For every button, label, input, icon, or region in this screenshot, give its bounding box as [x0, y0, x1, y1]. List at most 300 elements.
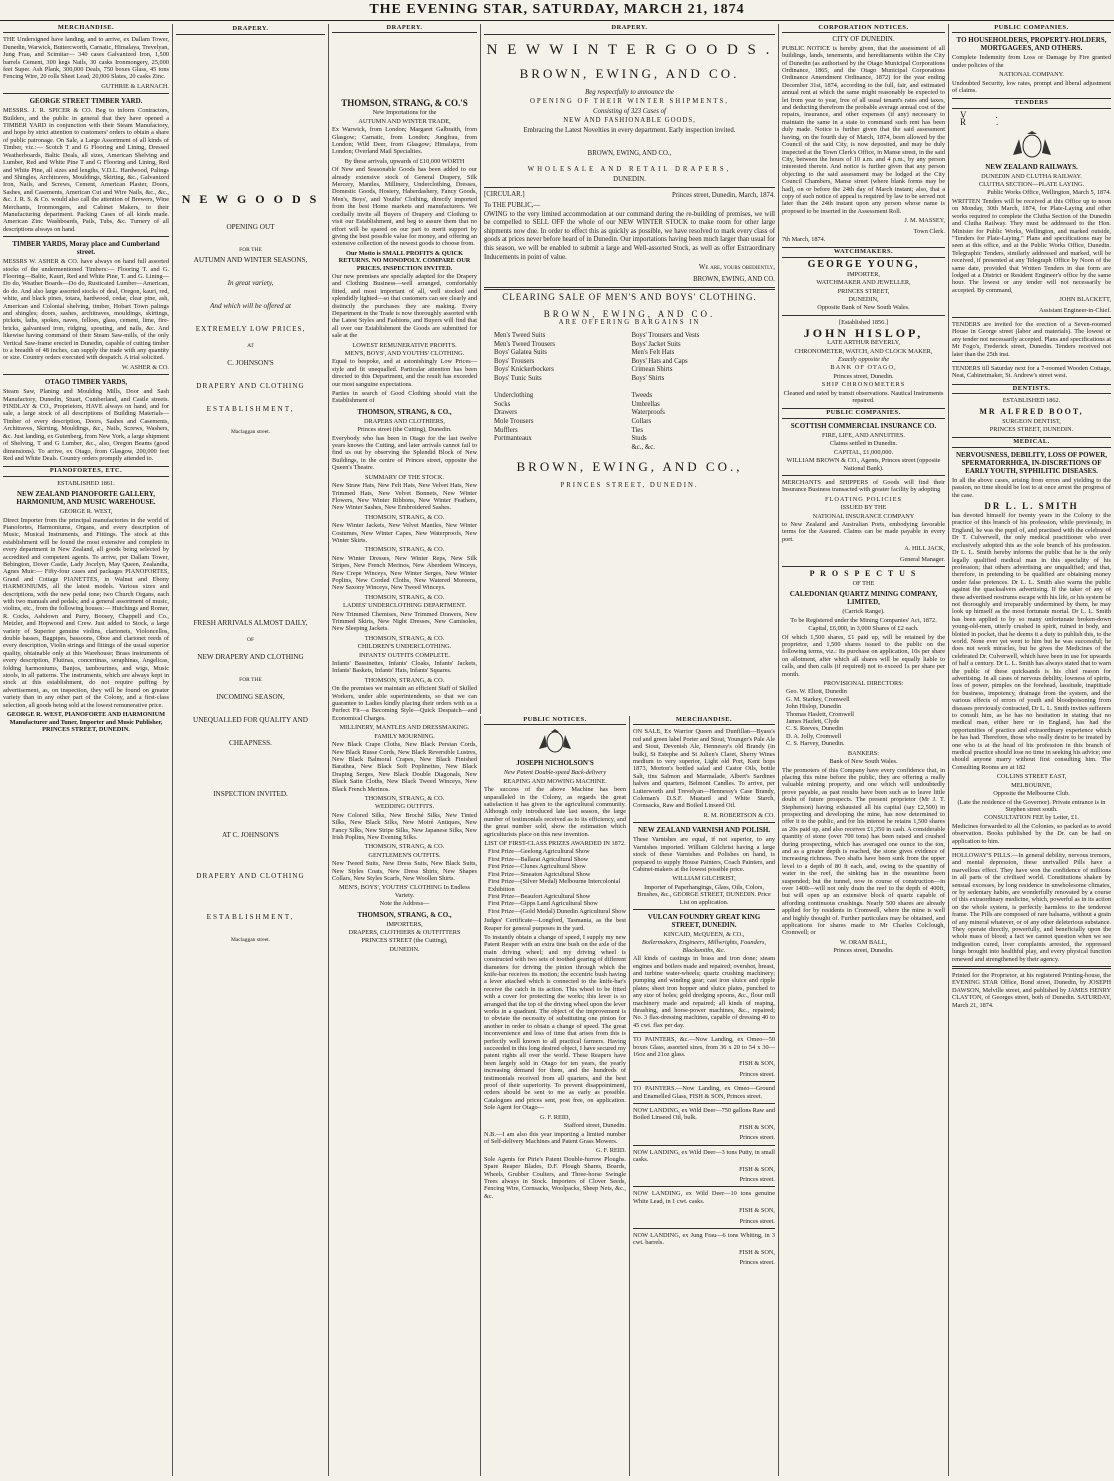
prize-list — [488, 848, 626, 915]
ad-asher-signature: W. ASHER & CO. — [121, 363, 169, 371]
nicholson-agent-address: Stafford street, Dunedin. — [563, 1122, 626, 1130]
hislop-line: Cleaned and rated by transit observations. Nautical Instruments repaired. — [783, 389, 944, 405]
young-line: Opposite Bank of New South Wales. — [817, 304, 910, 312]
thomson-heading: INFANTS' OUTFITS COMPLETE. — [358, 651, 451, 659]
brown-ewing-line: Embracing the Latest Novelties in every department. Early inspection invited. — [523, 126, 736, 134]
thomson-stock: Infants' Bassinettes, Infants' Cloaks, Infants' Jackets, Infants' Baskets, Infants' Hats, Infants' Squares. — [332, 660, 477, 675]
prize-item: First Prize—(Gold Medal) Dunedin Agricultural Show — [488, 907, 626, 915]
bargain-item: Collars — [631, 418, 652, 425]
national-text: to New Zealand and Australian Ports, embodying favorable terms for the Assured. Claims can be made payable in every port. — [782, 520, 945, 543]
ad-guthrie-signature: GUTHRIE & LARNACH. — [101, 82, 169, 90]
vr-text: V. R. — [960, 109, 1029, 128]
johnson-line: FRESH ARRIVALS ALMOST DAILY, — [193, 619, 308, 627]
prospectus-bankers-heading: BANKERS: — [847, 749, 880, 757]
bargain-item: Crimean Shirts — [631, 366, 673, 374]
ad-fish-signature: FISH & SON, — [739, 1060, 775, 1068]
national-household-company: NATIONAL COMPANY. — [999, 71, 1064, 79]
scottish-title: SCOTTISH COMMERCIAL INSURANCE CO. — [790, 421, 937, 430]
section-heading: MEDICAL. — [952, 437, 1111, 447]
bargain-item: Men's Tweed Trousers — [494, 340, 556, 348]
director-item: C. S. Harvey, Dunedin. — [786, 740, 845, 748]
johnson-line: In great variety, — [227, 279, 274, 287]
johnson-line: C. JOHNSON'S — [227, 359, 274, 367]
hislop-established: [Established 1856.] — [839, 318, 888, 326]
brown-ewing-line: PRINCES STREET, DUNEDIN. — [560, 482, 699, 490]
brown-ewing-to: To THE PUBLIC,— — [484, 201, 541, 209]
thomson-heading: GENTLEMEN'S OUTFITS. — [368, 851, 441, 859]
johnson-line: INSPECTION INVITED. — [213, 790, 288, 798]
nicholson-body: The success of the above Machine has been unparalleled in the Colony, as regards the great satisfaction it has given to the agricultural community. Although only introduced late last season, the large number of testimonials received as to its efficiency, and the great number sold, show the estimation which agriculturists place on this new invention. — [484, 786, 626, 838]
medical-title: NERVOUSNESS, DEBILITY, LOSS OF POWER, SPERMATORRHŒA, IN-DISCRETIONS OF EARLY YOUTH, SYPHILITIC DISEASES. — [956, 450, 1107, 475]
brown-ewing-line: BROWN, EWING, AND CO., — [587, 149, 672, 157]
prize-item: First Prize—(Silver Medal) Melbourne Intercolonial Exhibition — [488, 878, 621, 893]
brown-ewing-line: DUNEDIN. — [613, 175, 646, 183]
thomson-line: DUNEDIN. — [389, 945, 420, 953]
prospectus-text: Of which 1,500 shares, £1 paid up, will be retained by the proprietor, and 1,500 shares issued to the public on the following terms, viz.: Its purchase on application, 10s per share on allotment, after which all shares will be equally liable to calls, and then calls (if required) not to exceed 1s per share per month. — [782, 633, 945, 678]
imprint: Printed for the Proprietor, at his registered Printing-house, the EVENING STAR Office, Bond street, Dunedin, by JOSEPH DAWSON, Melville street, and published by JAMES HENRY CLAYTON, of Georges street, both of Dunedin. SATURDAY, March 21, 1874. — [952, 972, 1111, 1009]
bargain-item: Mufflers — [494, 426, 518, 434]
bargain-item: Waterproofs — [631, 409, 665, 417]
bargain-item: Ties — [631, 426, 643, 434]
corp-date: 7th March, 1874. — [782, 235, 826, 243]
johnson-line: FOR THE — [239, 247, 262, 253]
scottish-line: FIRE, LIFE, AND ANNUITIES. — [822, 431, 905, 439]
section-heading: PIANOFORTES, ETC. — [3, 466, 169, 476]
directors-list — [786, 688, 945, 747]
scottish-line: Claims settled in Dunedin. — [829, 440, 898, 448]
railway-line: CLUTHA SECTION—PLATE LAYING. — [978, 181, 1085, 189]
bargain-item: Underclothing — [494, 392, 534, 400]
thomson-ships: Ex Warwick, from London; Margaret Galbraith, from Glasgow; Carnatic, from London; Jungfrau, from London; Wild Deer, from Glasgow; Himalaya, from London; Overland Mail Specialties. — [332, 126, 477, 156]
national-signature: A. HILL JACK, — [904, 545, 945, 553]
hislop-line: BANK OF OTAGO, — [830, 364, 897, 372]
ad-fish-text: NOW LANDING, ex Jung Frau—6 tons Whiting, in 3 cwt. barrels. — [633, 1231, 775, 1247]
dentist-line: PRINCES STREET, DUNEDIN. — [989, 426, 1074, 434]
national-text: MERCHANTS and SHIPPERS of Goods will find their Insurance Business transacted with greater facility by adopting — [782, 478, 945, 494]
ad-fish-signature: FISH & SON, — [739, 1248, 775, 1256]
prize-item: First Prize—Clunes Agricultural Show — [488, 863, 586, 871]
brown-ewing-line: Consisting of 323 Cases of — [593, 107, 666, 115]
railway-line: DUNEDIN AND CLUTHA RAILWAY. — [981, 172, 1082, 180]
national-household-text: Undoubted Security, low rates, prompt and liberal adjustment of claims. — [952, 79, 1111, 95]
section-heading: MERCHANDISE. — [633, 716, 775, 725]
hislop-line: SHIP CHRONOMETERS — [821, 381, 906, 389]
bargain-item — [494, 384, 628, 393]
national-signature-title: General Manager. — [899, 555, 945, 563]
medical-address: MELBOURNE, — [1011, 781, 1052, 789]
ad-fish-address: Princes street. — [739, 1259, 775, 1267]
railway-title: NEW ZEALAND RAILWAYS. — [985, 162, 1078, 171]
ad-gilchrist-signature: WILLIAM GILCHRIST, — [672, 875, 736, 883]
nicholson-agent: G. F. REID. — [595, 1147, 626, 1155]
corp-signature: J. M. MASSEY, — [904, 217, 945, 225]
thomson-heading: FAMILY MOURNING. — [374, 732, 435, 740]
thomson-clothing: MEN'S, BOYS', AND YOUTHS' CLOTHING. — [344, 350, 465, 357]
column-merchandise-2 — [629, 716, 778, 1476]
brown-ewing-headline: N E W W I N T E R G O O D S . — [486, 41, 773, 58]
ad-vulcan-trades: Boilermakers, Engineers, Millwrights, Founders, Blacksmiths, &c. — [641, 939, 766, 954]
column-brown-ewing — [480, 24, 778, 714]
johnson-line: ESTABLISHMENT, — [206, 405, 295, 413]
bargain-item: Boys' Shirts — [631, 375, 665, 383]
johnson-line: DRAPERY AND CLOTHING — [196, 382, 305, 390]
divider — [3, 236, 169, 237]
ad-fish-text: NOW LANDING, ex Wild Deer—750 gallons Raw and Boiled Linseed Oil, bulk. — [633, 1107, 775, 1122]
johnson-line: AT C. JOHNSON'S — [222, 831, 279, 839]
column-johnson — [172, 24, 328, 1476]
johnson-line: DRAPERY AND CLOTHING — [196, 872, 305, 880]
ad-gilchrist-address: Importer of Paperhangings, Glass, Oils, Colors, Brushes, &c., GEORGE STREET, DUNEDIN. Price List on application. — [637, 883, 771, 906]
brown-ewing-line: Beg respectfully to announce the — [585, 88, 674, 96]
divider — [952, 317, 1111, 318]
ad-west-text: Direct Importer from the principal manufactories in the world of Pianofortes, Harmoniums, Organs, and every description of Music, Musical Instruments, and Fittings. The stock at this establishment will be found the most extensive and complete in every department in New Zealand, all goods being selected by accredited and competent agents. To arrive, per Dallam Tower, Bebington, Dover Castle, Lady Jocelyn, May Queen, Zealandia, Agnes Muir:— Fifty-four cases and packages PIANOFORTES, Grand and Cottage PIANETTES, in Walnut and Ebony HARMONIUMS, all the latest models. Various sizes and descriptions, with the new pedal tone; two Church Organs, each with two manuals and pedals; and a general assortment of music, violins, etc., from the following houses:— Hutchings and Romer, R. Cocks, Ashdown and Parry, Boosey, Chappell and Co., Metzler, and Hopwood and Crew. Just added to Stock, a large variety of Superior genuine violins, clarionets, Violoncellos, double basses, Bagpipes, bassoons, Oboe and clarionet reeds of every description, Violin strings and fittings of the usual superior quality, obtainable only at this Warehouse; Brass instruments of every description, Flutinas, concertinas, seraphinas, Angelicas, folding harmoniums, Banjos, tambourines, and wigs, Music stools, in all patterns. The instruments, which are always kept in stock at this establishment, do not require puffing by advertisement, as, on inspection, they will be found on greater variety than in any other part of the Colony, and a first-class selection, all goods being sold at the lowest remunerative price. — [3, 516, 169, 709]
johnson-line: Maclaggan street. — [230, 429, 271, 435]
railway-signature-title: Assistant Engineer-in-Chief. — [1039, 306, 1111, 314]
section-heading: MERCHANDISE. — [3, 24, 169, 33]
ad-spicer-title: GEORGE STREET TIMBER YARD. — [29, 97, 143, 106]
thomson-heading: MILLINERY, MANTLES AND DRESSMAKING. — [339, 724, 470, 732]
bargain-item: Studs — [631, 435, 647, 443]
bargain-item — [632, 384, 766, 393]
ad-fish-address: Princes street. — [739, 1217, 775, 1225]
johnson-line: AUTUMN AND WINTER SEASONS, — [193, 256, 308, 264]
thomson-heading: WEDDING OUTFITS. — [374, 803, 435, 811]
brown-ewing-line: WHOLESALE AND RETAIL DRAPERS, — [527, 166, 732, 174]
ad-vulcan-title: VULCAN FOUNDRY GREAT KING STREET, DUNEDIN. — [647, 912, 761, 929]
thomson-sig: THOMSON, STRANG, & CO. — [364, 794, 445, 802]
bargain-item: Men's Tweed Suits — [494, 332, 546, 340]
medical-address: (Late the residence of the Governor). Private entrance is in Stephen street south. — [957, 798, 1106, 813]
bargains-list-right — [632, 332, 766, 452]
divider — [952, 848, 1111, 849]
director-item: Geo. W. Eliott, Dunedin — [786, 688, 847, 696]
brown-ewing-date: Princes street, Dunedin, March, 1874. — [671, 192, 775, 200]
hislop-line: Princes street, Dunedin. — [833, 372, 894, 380]
thomson-firm: THOMSON, STRANG, & CO., — [357, 407, 452, 416]
bargain-item: Boys' Hats and Caps — [631, 357, 688, 365]
hislop-line: LATE ARTHUR BEVERLY, — [827, 339, 900, 347]
section-heading: DENTISTS. — [952, 384, 1111, 394]
bargain-item: Socks — [494, 400, 511, 408]
medical-doctor: DR L. L. SMITH — [984, 501, 1079, 512]
young-name: GEORGE YOUNG, — [807, 258, 920, 270]
tender-text: TENDERS till Saturday next for a 7-roomed Wooden Cottage, Neat, Cabinetmaker, St. Andrew's street west. — [952, 365, 1111, 380]
ad-fish-signature: FISH & SON, — [739, 1165, 775, 1173]
divider — [633, 1145, 775, 1146]
royal-arms-icon — [1007, 131, 1057, 159]
prospectus-title: P R O S P E C T U S — [809, 568, 918, 578]
prospectus-bank: Bank of New South Wales. — [829, 758, 898, 766]
johnson-new-goods: N E W G O O D S — [181, 192, 320, 206]
bargain-item: Umbrellas — [631, 400, 660, 408]
bargain-item: Boys' Tunic Suits — [494, 375, 542, 383]
ad-fish-signature: FISH & SON, — [739, 1123, 775, 1131]
thomson-motto: Our Motto is SMALL PROFITS & QUICK RETURNS. NO MONOPOLY. COMPARE OUR PRICES. INSPECTION INVITED. — [338, 249, 471, 272]
railway-line: Public Works Office, Wellington, March 5, 1874. — [987, 189, 1111, 197]
nicholson-prizes-heading: LIST OF FIRST-CLASS PRIZES AWARDED IN 1872. — [484, 840, 626, 848]
prospectus-line: Capital, £6,000, in 3,000 Shares of £2 each. — [808, 625, 919, 633]
thomson-addr: Princes street (the Cutting), Dunedin. — [357, 426, 452, 434]
brown-ewing-letter: OWING to the very limited accommodation at our command during the re-building of premises, we will be compelled to SELL OFF the whole of our NEW WINTER STOCK to make room for other large shipments now due. In order to effect this as quickly as possible, we have resolved to mark every class of goods at prices never before heard of in Dunedin. Our importations having been much larger than usual for this season, we will be enabled to submit a large and Well-assorted Stock, as well as offer Extraordinary Inducements in point of value. — [484, 210, 775, 261]
young-line: PRINCES STREET, — [837, 287, 890, 295]
ad-spicer-text: MESSRS. J. R. SPICER & CO. Beg to inform Contractors, Builders, and the public in general that they have opened a TIMBER YARD in conjunction with their Steam Manufactory, and hope by strict attention to customers' orders to obtain a share of public patronage. On Sale, a Large Assortment of all kinds of Timber, viz.:— Scotch T and G Flooring and Lining, Dressed Weatherboards, Baltic Deals, all sizes, American Shelving and Lumber, Red and White Pine T and G Flooring and Lining, Red and White Pine, all sizes and lengths, V.D.L. Hardwood, Palings and Shingles, Architraves, Mouldings, Skirting, &c., Galvanized Iron, Nails, and Screws, Cement, American Plaster, Doors, Sashes, and Casements, American Cut and Wire Nails, &c., &c., &c. J. R. S. & Co. would also call the attention of Brewers, Wine Merchants, Ironmongers, and Cabinet Makers, to their Manufacturing department. Packing Cases of all kinds made. American Zinc Washboards, Pails, Tubs, &c. Turnery of all descriptions always on hand. — [3, 107, 169, 233]
thomson-stock: New Winter Dresses, New Winter Reps, New Silk Stripes, New French Merinos, New Aberdeen Winceys, New Crepe Winceys, New Winter Serges, New Winter Poplins, New Corded Cloths, New Watered Moreens, New Saxony Winceys, New Tweed Winceys. — [332, 554, 477, 592]
ad-fish-text: TO PAINTERS.—Now Landing, ex Omeo—Ground and Enamelled Glass, FISH & SON, Princes street. — [633, 1085, 775, 1100]
ad-guthrie-text: THE Undersigned have landing, and to arrive, ex Dallam Tower, Dunedin, Warwick, Buttercworth, Carnatic, Himalaya, Trevelyan, Jung Frau, and Scimitar— 340 cases Galvanized Iron, 1,500 barrels Cement, 300 kegs Nails, 30 casks Ironmongery, 25,000 feet Super. Ash Plank, 300,000 Deals, 750 boxes Glass, 45 tons Fencing Wire, 20 rolls Sheet Lead, 20,000 Slates, 20 casks Zinc. — [3, 36, 169, 81]
brown-ewing-line: We are, yours obediently, — [698, 264, 775, 272]
thomson-firm2: DRAPERS AND CLOTHIERS, — [364, 417, 445, 425]
hislop-line: CHRONOMETER, WATCH, AND CLOCK MAKER, — [794, 347, 933, 355]
divider — [952, 361, 1111, 362]
nicholson-nb: N.B.—I am also this year importing a limited number of Self-delivery Machines and Patent Grass Mowers. — [484, 1130, 626, 1145]
thomson-sig: THOMSON, STRANG, & CO. — [364, 513, 445, 521]
medical-text: has devoted himself for twenty years in the Colony to the practice of this branch of his profession, while previously, in England, he was the pupil of, and practised with the celebrated Dr T. Culverwell, the only medical practitioner who ever exclusively adopted this as the sole branch of his profession. Dr L. L. Smith hereby informs the public that he is the only legally qualified medical man in this speciality of his profession; that others advertising are unqualified; and that, therefore, in pretending to be qualified are obtaining money under false pretences. Dr L. L. Smith also warns the public against the quacksalvers advertising. If the taker of any of these advertised nostrums escape with his life, or his system be not thoroughly and irreparably undermined by them, he may look up himself as the most fortunate mortal. Dr L. L. Smith has been applied to by so many unfortunate broken-down young-old-men, utterly crushed in spirit, ruined in body, and blotted in pocket, that he deems it a duty to publish this, to the world. None ever yet went to him but he was successful; he does not work miracles, but he gives the Medicines of the celebrated Dr. Culverwell, which have been in use for upwards of half a century. Dr L. L. Smith has always stated that to warn the public of these quicksands is his chief reason for advertising. In all cases of nervous debility, lowness of spirits, loss of power, pimples on the forehead, lassitude, inaptitude for business, impotency, drainage from the system, and the various effects of errors of youth and bloodpoisoning from diseases previously contracted, Dr L. L. Smith invites sufferers to consult him, as he has no hesitation in stating that no medical man, either here or in England, has had the opportunities of practice and extraordinary experience which he has had. Therefore, those who really desire to be treated by one who is at the head of his profession in this branch of medical practice should lose no time in seeking his advice; one should anyone marry without first consulting him. The Consulting Rooms are at 182 — [952, 512, 1111, 771]
young-line: WATCHMAKER AND JEWELLER, — [816, 279, 911, 287]
bargains-list-left — [494, 332, 628, 452]
ad-robertson-text: ON SALE, Ex Warrior Queen and Dunfillan—Byass's red and green label Porter and Stout, Younger's Pale Ale and Stout, Devenish Ale, Hennessy's old Brandy (in bulk), St Estephe and St Julien's Claret, Sherry Wines medium to very superior, Light old Port, Kent hops 1873, Morton's bottled salad and Castor Oils, bottle Salt, tins Salmon and Marmalade, Albert's Sardines halves and quarters, Belmont Candles. To arrive, per Lutterworth and Trevelyan—Hennessy's Case Brandy, Coleman's D.S.F. Mustard and White Starch, Cornsacks, Raw and Boiled Linseed Oil. — [633, 728, 775, 810]
bargain-item: Tweeds — [631, 392, 653, 400]
corp-signature-title: Town Clerk. — [913, 227, 945, 235]
director-item: Thomas Haslett, Cromwell — [786, 710, 855, 718]
director-item: D. A. Jolly, Cromwell — [786, 732, 842, 740]
johnson-line: NEW DRAPERY AND CLOTHING — [197, 653, 304, 661]
divider — [484, 187, 775, 188]
divider — [633, 1081, 775, 1082]
divider — [633, 1228, 775, 1229]
dentist-line: SURGEON DENTIST, — [1002, 417, 1061, 425]
holloway-text: HOLLOWAY'S PILLS.—In general debility, nervous tremors, and mental depression, these unrivalled Pills have a marvellous effect. They have won the confidence of millions in all parts of the civilised world. Constitutions shaken by sensual excesses, by long residence in unwholesome climates, or by sedentary habits, are wonderfully renovated by a course of this extraordinary medicine, which, powerful as in its action on the whole system, is perfectly harmless to the tenderest frame. The Pills are composed of rare balsams, without a grain of any mineral whatever, or of any other deleterious substance. They operate directly, powerfully, and beneficially upon the whole mass of blood; a fact we cannot question when we see indigestion cured, liver complaints arrested, the oppressed lungs brought into healthful play, and every physical function renewed and strengthened by their agency. — [952, 851, 1111, 963]
column-corporation — [778, 24, 948, 1476]
divider — [484, 287, 775, 290]
prize-item: First Prize—Smeaton Agricultural Show — [488, 870, 591, 878]
johnson-line: UNEQUALLED FOR QUALITY AND — [193, 716, 308, 724]
section-heading: TENDERS — [952, 98, 1111, 108]
thomson-summary: SUMMARY OF THE STOCK. — [365, 473, 444, 481]
national-household-title: TO HOUSEHOLDERS, PROPERTY-HOLDERS, MORTGAGEES, AND OTHERS. — [956, 36, 1107, 53]
national-line: ISSUED BY THE — [840, 504, 887, 512]
hislop-name: JOHN HISLOP, — [803, 326, 924, 341]
brown-ewing-firm: BROWN, EWING, AND CO. — [519, 65, 740, 81]
ad-fish-text: TO PAINTERS, &c.—Now Landing, ex Omeo—50 boxes Glass, assorted sizes, from 36 x 20 to 54 x 30—16oz and 21oz glass. — [633, 1036, 775, 1059]
medical-address: Opposite the Melbourne Club. — [993, 790, 1070, 798]
thomson-note: Note the Address— — [379, 900, 430, 908]
nicholson-machine: REAPING AND MOWING MACHINE. — [503, 777, 607, 785]
johnson-line: CHEAPNESS. — [229, 739, 272, 747]
johnson-line: ESTABLISHMENT, — [206, 913, 295, 921]
nicholson-sub: New Patent Double-speed Back-delivery — [503, 769, 607, 777]
brown-ewing-signature: BROWN, EWING, AND CO. — [693, 275, 775, 283]
brown-ewing-circular: [CIRCULAR.] — [484, 191, 525, 199]
prize-item: First Prize—Gipps Land Agricultural Show — [488, 900, 598, 908]
medical-fee: CONSULTATION FEE by Letter, £1. — [984, 814, 1079, 822]
thomson-sig: THOMSON, STRANG, & CO. — [364, 546, 445, 554]
bargain-item: Drawers — [494, 409, 518, 417]
johnson-line: EXTREMELY LOW PRICES, — [195, 325, 306, 333]
thomson-stock: New Winter Jackets, New Velvet Mantles, New Winter Costumes, New Winter Capes, New Waterproofs, New Winter Skirts. — [332, 522, 477, 544]
director-item: John Hislop, Dunedin — [786, 703, 842, 711]
ad-fish-address: Princes street. — [739, 1070, 775, 1078]
thomson-worth: By these arrivals, upwards of £10,000 WORTH — [344, 157, 465, 165]
section-heading: CORPORATION NOTICES. — [782, 24, 945, 33]
young-line: DUNEDIN, — [848, 296, 879, 303]
ad-west-established: ESTABLISHED 1861. — [57, 479, 115, 487]
thomson-heading: CHILDREN'S UNDERCLOTHING. — [357, 643, 452, 651]
thomson-stock: New Black Crape Cloths, New Black Persian Cords, New Black Russe Cords, New Black Reversible Lustres, New Black Balmoral Crapes, New Black Finished Barathea, New Black Soft Poplinettes, New Black Draping Serges, New Black Double Diagonals, New Black Satin Cloths, New Black Tweed Winceys, New Black French Merinos. — [332, 741, 477, 793]
ad-gilchrist-text: These Varnishes are equal, if not superior, to any Varnishes imported. William Gilchrist having a large stock of these Varnishes and Polishes on hand, is prepared to supply House Painters, Coach Painters, and Cabinet-makers at the lowest possible price. — [633, 836, 775, 873]
ad-gilchrist-title: NEW ZEALAND VARNISH AND POLISH. — [637, 826, 771, 835]
bargain-item: Boys' Trousers and Vests — [631, 332, 700, 340]
divider — [633, 909, 775, 910]
ad-fish-text: NOW LANDING, ex Wild Deer—10 tons genuine White Lead, in 1 cwt. casks. — [633, 1190, 775, 1205]
ad-fish-address: Princes street. — [739, 1134, 775, 1142]
nicholson-sole: Sole Agents for Pirie's Patent Double-furrow Ploughs. Spare Reaper Blades, D.F. Plough Shares, Boards, Wheels, Grubber Coulters, and Three-horse Swingle Trees always in Stock. Importers of Clover Seeds, Fencing Wire, Cornsacks, Woolpacks, Sheep Nets, &c., &c. — [484, 1155, 626, 1200]
ad-robertson-signature: R. M. ROBERTSON & CO. — [703, 811, 775, 819]
section-heading: PUBLIC COMPANIES. — [782, 408, 945, 418]
section-heading: PUBLIC NOTICES. — [484, 716, 626, 725]
national-household-text: Complete Indemnity from Loss or Damage by Fire granted under policies of the — [952, 54, 1111, 69]
royal-arms-icon — [535, 729, 575, 755]
brown-ewing-line: BROWN, EWING, AND CO. — [543, 308, 716, 319]
ad-vulcan-name: KINCAID, McQUEEN, & CO., — [663, 930, 745, 938]
young-line: IMPORTER, — [846, 270, 881, 278]
thomson-line: PRINCES STREET (the Cutting), — [361, 937, 448, 945]
divider — [782, 315, 945, 316]
scottish-line: CAPITAL, £1,000,000. — [833, 448, 894, 456]
corp-notice: PUBLIC NOTICE is hereby given, that the assessment of all buildings, lands, tenements, and hereditaments within the City of Dunedin (as authorised by the Otago Municipal Corporations Ordinance, 1865, and the Otago Municipal Corporations Ordinance Amendment Ordinance, 1872) for the year ending December 31st, 1874, according to the full, fair, and estimated annual rent at which the same might reasonably be expected to let from year to year, free of all usual tenant's rates and taxes, and deducting therefrom the probable average annual cost of the repairs, insurance, and other expenses (if any) necessary to maintain the same in a state to command such rent has been duly made. Notice is further given that the said assessment having, on the fourth day of March, 1874, been allowed by the Council of the said City, is now deposited, and may be duly inspected at the Town Clerk's Office, in Manse street, in the said City, between the hours of 10 a.m. and 4 p.m., by any person interested therein. And notice is further given that any person objecting to the said assessment may be lodged at the City Council Chambers, Manse street (where blank forms may be had), on or before the 24th day of March instant; also, that a copy of such notice of appeal is required by law to be served not later than the 24th instant upon any person whose name is proposed to be inserted in the Assessment Roll. — [782, 44, 945, 215]
divider — [633, 1032, 775, 1033]
thomson-stock: New Colored Silks, New Broché Silks, New Tinted Silks, New Black Silks, New Moiré Antiques, New Fancy Silks, New Stripe Silks, New Japanese Silks, New Irish Poplins, New Evening Silks. — [332, 811, 477, 841]
bargain-item: Boys' Galatea Suits — [494, 349, 547, 357]
thomson-sig: THOMSON, STRANG, & CO. — [364, 843, 445, 851]
thomson-stock: New Straw Hats, New Felt Hats, New Velvet Hats, New Trimmed Hats, New Velvet Bonnets, New Winter Flowers, New Winter Ribbons, New Winter Feathers, New Winter Sashes, New Embroidered Sashes. — [332, 482, 477, 512]
prospectus-signature-address: Princes street, Dunedin. — [833, 947, 894, 955]
column-thomson-strang — [328, 24, 480, 1476]
brown-ewing-clearing: CLEARING SALE OF MEN'S AND BOYS' CLOTHING. — [502, 292, 757, 303]
railway-signature: JOHN BLACKETT, — [1059, 296, 1111, 304]
ad-west-name: GEORGE R. WEST, — [59, 508, 113, 516]
national-line: FLOATING POLICIES — [825, 495, 902, 503]
section-heading: DRAPERY. — [484, 24, 775, 35]
dentist-name: MR ALFRED BOOT, — [979, 406, 1084, 416]
johnson-line: OPENING OUT — [226, 223, 275, 231]
thomson-heading: LADIES' UNDERCLOTHING DEPARTMENT. — [342, 602, 467, 610]
brown-ewing-line: ARE OFFERING BARGAINS IN — [558, 319, 701, 327]
thomson-line: DRAPERS, CLOTHIERS & OUTFITTERS — [348, 929, 461, 937]
prospectus-line: To be Registered under the Mining Companies' Act, 1872. — [790, 616, 937, 624]
corp-city: CITY OF DUNEDIN. — [832, 35, 895, 44]
prospectus-signature: W. ORAM BALL, — [840, 938, 887, 946]
ad-findlay-title: OTAGO TIMBER YARDS, — [44, 378, 128, 387]
prospectus-line: OF THE — [852, 579, 875, 587]
divider — [3, 93, 169, 94]
brown-ewing-line: NEW AND FASHIONABLE GOODS, — [563, 117, 696, 125]
tender-text: TENDERS are invited for the erection of a Seven-roomed House in George street (labor and materials). The lowest or any tender not necessarily accepted. Plans and specifications at Mr Fogo's, Frederick street, Dunedin. Tenders received not later than the 25th inst. — [952, 320, 1111, 358]
bargain-item: Mole Trousers — [494, 418, 534, 425]
dentist-established: ESTABLISHED 1862. — [1002, 397, 1061, 405]
thomson-season: AUTUMN AND WINTER TRADE, — [358, 117, 451, 125]
bargain-item: Portmanteaux — [494, 435, 532, 443]
thomson-body: Of New and Seasonable Goods has been added to our already extensive stock of General Drapery, Silk Mercery, Mantles, Millinery, Underclothing, Dresses, Domestic Goods, Hosiery, Haberdashery, Fancy Goods, Men's, Boys', and Youths' Clothing, directly imported from the best Home markets and manufacturers. We cordially invite all Buyers of Drapery and Clothing to visit our Establishment, and beg to assure them that no effort will be spared on our part to merit support by giving the best possible value for money, and offering an extensive collection of the newest goods to choose from. — [332, 166, 477, 248]
nicholson-title: JOSEPH NICHOLSON'S — [516, 759, 594, 768]
ad-fish-signature: FISH & SON, — [739, 1207, 775, 1215]
thomson-lowest: LOWEST REMUNERATIVE PROFITS. — [352, 341, 457, 349]
thomson-title: THOMSON, STRANG, & CO.'S — [341, 98, 468, 109]
ad-fish-text: NOW LANDING, ex Wild Deer—3 tons Putty, in small casks. — [633, 1148, 775, 1164]
ad-fish-address: Princes street. — [739, 1175, 775, 1183]
prospectus-line: (Carrick Range). — [842, 608, 885, 616]
brown-ewing-firm: BROWN, EWING, AND CO., — [516, 459, 743, 475]
nicholson-agent: G. F. REID, — [539, 1113, 571, 1121]
divider — [633, 822, 775, 823]
thomson-line: IMPORTERS, — [386, 920, 423, 928]
ad-findlay-text: Steam Saw, Planing and Moulding Mills, Door and Sash Manufactory, Dunedin, Stuart, Cumberland, and Castle streets. FINDLAY & CO., Proprietors, HAVE always on hand, and for sale, a large stock of all descriptions of Building Materials—Timber of every description, Doors, Sashes and Casements, Architraves, Skirting, Mouldings, &c., Nails, Screws, Washers, &c. Just landing, ex Gutenberg, from New York, a large shipment of Shelving, T and G Lumber, &c., also, Oregon Beams (good dimensions). To arrive, ex Otago, from Glasgow, 200,000 feet Red and White Deals. Country orders promptly attended to. — [3, 388, 169, 462]
thomson-stock: New Trimmed Chemises, New Trimmed Drawers, New Trimmed Skirts, New Night Dresses, New Camisoles, New Sleeping Jackets. — [332, 610, 477, 633]
prize-item: First Prize—Ballarat Agricultural Show — [488, 855, 589, 863]
bargain-item: Boys' Knickerbockers — [494, 366, 554, 374]
prospectus-directors-heading: PROVISIONAL DIRECTORS: — [823, 680, 904, 688]
divider — [952, 966, 1111, 969]
divider — [782, 475, 945, 476]
ad-west-signature: GEORGE R. WEST, PIANOFORTE AND HARMONIUM Manufacturer and Tuner, Importer and Music Publisher, PRINCES STREET, DUNEDIN. — [6, 711, 166, 733]
brown-ewing-line: OPENING OF THEIR WINTER SHIPMENTS, — [530, 98, 729, 106]
medical-text: In all the above cases, arising from errors and yielding to the passion, no time should be lost to at once arrest the progress of the case. — [952, 476, 1111, 499]
thomson-firm: THOMSON, STRANG, & CO., — [357, 910, 452, 919]
thomson-stock: On the premises we maintain an efficient Staff of Skilled Workers, under able superintendents, so that we can guarantee to Ladies kindly placing their orders with us a Perfect Fit—a Becoming Style—Quick Despatch—and Economical Charges. — [332, 685, 477, 722]
ad-vulcan-text: All kinds of castings in brass and iron done; steam engines and boilers made and repaired; overshot, breast, and turbine water-wheels; quartz crushing machinery; pumping and winding gear; cast iron sluice and ripple plates; sheet iron hopper and sluice plates, punched to any size of holes; gold dredging spoons, &c., flour mill machinery made and repaired; all kinds of reaping, thrashing, and horse-power machines, &c., repaired; No. 3 flax-dressing machines, capable of dressing 40 to 45 cwt. flax per day. — [633, 955, 775, 1029]
thomson-heading: MEN'S, BOYS', YOUTHS' CLOTHING In Endless Variety. — [338, 884, 471, 899]
section-heading: DRAPERY. — [176, 24, 325, 35]
column-public-notices — [480, 716, 629, 1476]
thomson-stock: New Tweed Suits, New Dress Suits, New Black Suits, New Styles Coats, New Dress Shirts, New Shapes Collars, New Styles Scarfs, New Woollen Shirts. — [332, 860, 477, 882]
thomson-body2: Our new premises are specially adapted for the Drapery and Clothing Business—well arranged, comfortably fitted, and most important of all, well stocked and splendidly lighted—so that customers can see clearly and distinctly the purchases they are making. Every Department in the Trade is now thoroughly assorted with the Latest Styles and Fashions, and Buyers will find that all over our Establishment the Goods are submitted for sale at the — [332, 272, 477, 340]
column-public-companies — [948, 24, 1114, 1476]
thomson-sig: THOMSON, STRANG, & CO. — [364, 676, 445, 684]
national-line: NATIONAL INSURANCE COMPANY — [812, 512, 915, 520]
johnson-line: Maclaggan street. — [230, 937, 271, 943]
ad-asher-title: TIMBER YARDS, Moray place and Cumberland street. — [12, 240, 160, 257]
masthead: THE EVENING STAR, SATURDAY, MARCH 21, 1874 — [0, 0, 1114, 21]
thomson-sub: New Importations for the — [372, 109, 437, 117]
prospectus-company: CALEDONIAN QUARTZ MINING COMPANY, LIMITED, — [789, 590, 938, 607]
johnson-line: OF — [246, 637, 255, 643]
thomson-sig: THOMSON, STRANG, & CO. — [364, 593, 445, 601]
bargain-item: &c., &c. — [631, 443, 655, 451]
thomson-body3: Equal to bespoke, and at astonishingly Low Prices—style and fit unequalled. Particular attention has been directed to this Department, and the result has exceeded our most sanguine expectations. — [332, 358, 477, 388]
prospectus-text: The promoters of this Company have every confidence that, in placing this mine before the public, they are offering a really valuable mining property, and one which will undoubtedly prove payable, as past results have been such as to leave little doubt of future prospects. The present proprietor (Mr J. T. Stephenson) having exhausted all his capital (say £2,500) in prospecting and developing the mine, has now determined to offer it to the public, and for his interest he retains 1,500 shares as 20s paid up, and also receives £1,350 in cash. A considerable quantity of stone (over 700 tons) has been raised and crushed during prospecting, which has averaged one ounce to the ton, and as a greater depth is reached, the stone gives evidence of increasing richness. Two shafts have been sunk from the upper level to a depth of 80 ft each, and, owing to the quantity of water in the reef, the sinking has in the meantime been suspended; but the tunnel, now in course of construction—in over 140ft—will not only drain the reef to the depth of 400ft, but will open up an extensive block of quartz capable of affording continuous crushings. Nearly 500 shares are already applied for by residents in Cromwell, where the mine is well and highly thought of. Further particulars may be obtained, and applications for shares made to Mr Charles Colclough, Cromwell; or — [782, 766, 945, 937]
johnson-line: INCOMING SEASON, — [216, 693, 285, 701]
prize-item: First Prize—Geelong Agricultural Show — [488, 848, 590, 856]
thomson-sig: THOMSON, STRANG, & CO. — [364, 634, 445, 642]
divider — [3, 374, 169, 375]
divider — [633, 1186, 775, 1187]
nicholson-judges: Judges' Certificate—Longford, Tasmania, as the best Reaper for general purposes in the yard. — [484, 917, 626, 932]
bargain-item: Men's Felt Hats — [631, 349, 675, 357]
medical-text: Medicines forwarded to all the Colonies, so packed as to avoid observation. Books published by the Dr. can be had on application to him. — [952, 822, 1111, 845]
johnson-line: And which will be offered at — [210, 302, 291, 310]
director-item: C. S. Reeves, Dunedin — [786, 725, 844, 733]
bargain-item: Boys' Jacket Suits — [631, 340, 681, 348]
director-item: James Hazlett, Clyde — [786, 718, 840, 726]
column-merchandise — [0, 24, 172, 1476]
johnson-line: AT — [247, 343, 254, 349]
scottish-line: WILLIAM BROWN & CO., Agents, Princes street (opposite National Bank). — [786, 457, 941, 472]
thomson-parties: Parties in search of Good Clothing should visit the Establishment of — [332, 390, 477, 405]
medical-address: COLLINS STREET EAST, — [996, 773, 1067, 781]
thomson-body4: Everybody who has been in Otago for the last twelve years knows the Cutting, and later arrivals cannot fail to find us out by observing the Splendid Block of New Buildings, in the centre of Princes street, opposite the Queen's Theatre. — [332, 434, 477, 472]
director-item: G. M. Starkey, Cromwell — [786, 695, 850, 703]
ad-asher-text: MESSRS W. ASHER & CO. have always on hand full assorted stocks of the undermentioned Timbers:— Flooring T. and G. Flooring—Baltic, Kauri, Red and White Pine, T. and G. Lining—Do do, Weather Boards—Do do, Rusticated Lumber—American, do do. And also large assorted stocks of deal, Oregon, kauri, red, white, and black pines, totara, hardwood, cedar, clear pine, ash, American and Colonial shelving, timber, Hobart Town palings and shingles; doors, sashes, architraves, mouldings, skirtings, pickets, laths, spokes, naves, felloes, glass, cement, lime, fire-bricks, galvanised iron, ridging, spouting, and nails, &c. And likewise having command of their Steam Saw-mills, of the only Vertical Saw-frame erected in Dunedin, capable of cutting timber to a breadth of 48 inches, can supply the trade with any quantity or size. Country orders executed with despatch. A trial solicited. — [3, 258, 169, 362]
section-heading: DRAPERY. — [332, 24, 477, 33]
